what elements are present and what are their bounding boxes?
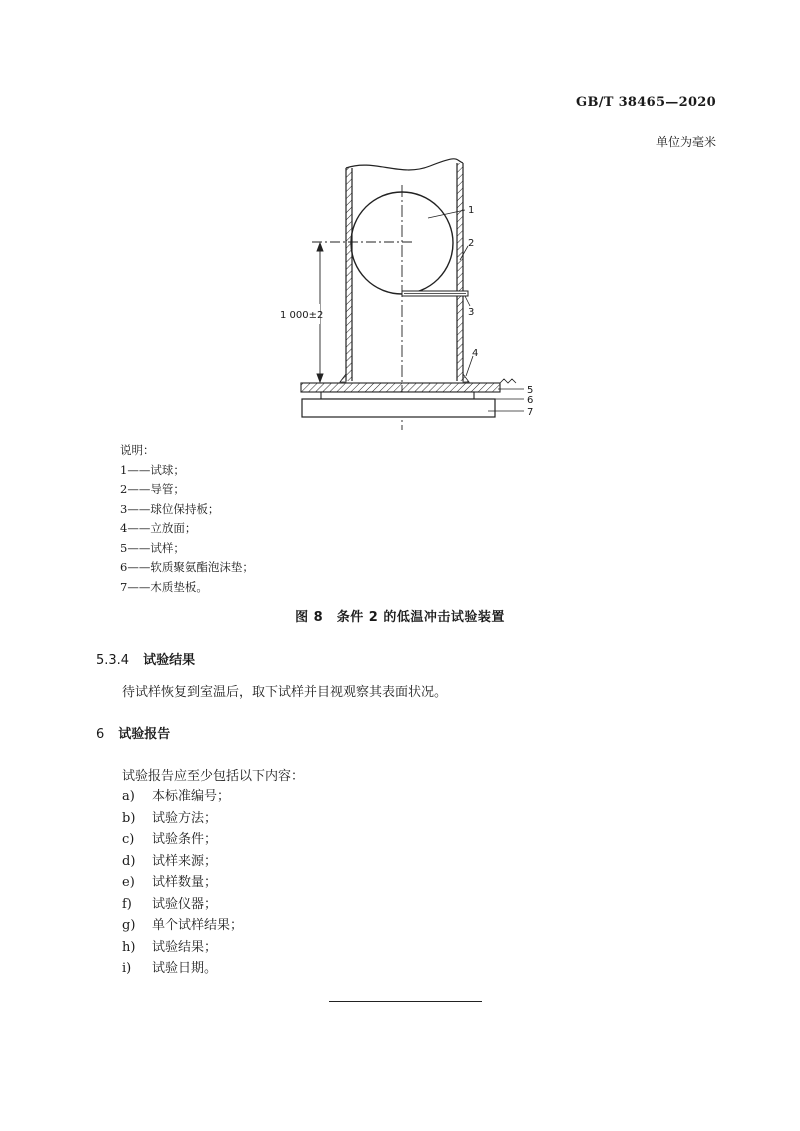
section-title: 试验报告	[118, 727, 171, 742]
section-number: 6	[96, 727, 105, 742]
legend-item: 2——导管；	[120, 482, 185, 496]
stand-feet	[340, 374, 469, 382]
dimension-label: 1 000±2	[280, 310, 324, 321]
callout-1: 1	[468, 205, 475, 216]
ball-position-plate	[402, 291, 468, 296]
section-heading-5-3-4	[96, 649, 195, 668]
tube-wall-right	[457, 163, 463, 381]
list-item: b) 试验方法；	[122, 810, 218, 826]
list-item: a) 本标准编号；	[122, 789, 231, 804]
report-items-list	[122, 786, 243, 980]
list-item: d) 试样来源；	[122, 853, 218, 869]
section-title: 试验结果	[143, 653, 196, 668]
legend-item: 1——试球；	[120, 462, 185, 477]
specimen	[301, 383, 500, 392]
list-item: h) 试验结果；	[122, 939, 218, 955]
list-item: g) 单个试样结果；	[122, 918, 244, 933]
figure-legend	[120, 441, 254, 597]
callout-6: 6	[527, 395, 534, 406]
list-item: c) 试验条件；	[122, 832, 218, 847]
list-item: i) 试验日期。	[122, 961, 218, 976]
callout-3: 3	[468, 307, 475, 318]
test-result-paragraph: 待试样恢复到室温后，取下试样并目视观察其表面状况。	[122, 685, 448, 700]
report-intro: 试验报告应至少包括以下内容：	[122, 769, 305, 784]
section-heading-6	[96, 723, 170, 742]
legend-item: 5——试样；	[120, 540, 185, 555]
callout-5: 5	[527, 385, 534, 396]
list-item: f) 试验仪器；	[122, 896, 218, 912]
low-temperature-impact-apparatus-figure	[260, 150, 550, 435]
foam-pad	[321, 392, 474, 399]
legend-item: 4——立放面；	[120, 521, 197, 535]
wood-board	[302, 399, 495, 417]
standard-code: GB/T 38465—2020	[576, 95, 716, 110]
legend-title: 说明：	[120, 443, 155, 457]
legend-item: 7——木质垫板。	[120, 579, 208, 594]
tube-wall-left	[346, 168, 352, 381]
list-item: e) 试样数量；	[122, 875, 218, 890]
end-of-document-rule	[329, 1001, 482, 1002]
callout-2: 2	[468, 238, 475, 249]
callout-4: 4	[472, 348, 479, 359]
section-number: 5.3.4	[96, 653, 130, 668]
unit-note: 单位为毫米	[655, 135, 716, 149]
legend-item: 3——球位保持板；	[120, 501, 220, 516]
callout-7: 7	[527, 407, 534, 418]
legend-item: 6——软质聚氨酯泡沫垫；	[120, 560, 254, 574]
figure-caption: 图 8 条件 2 的低温冲击试验装置	[295, 610, 505, 625]
